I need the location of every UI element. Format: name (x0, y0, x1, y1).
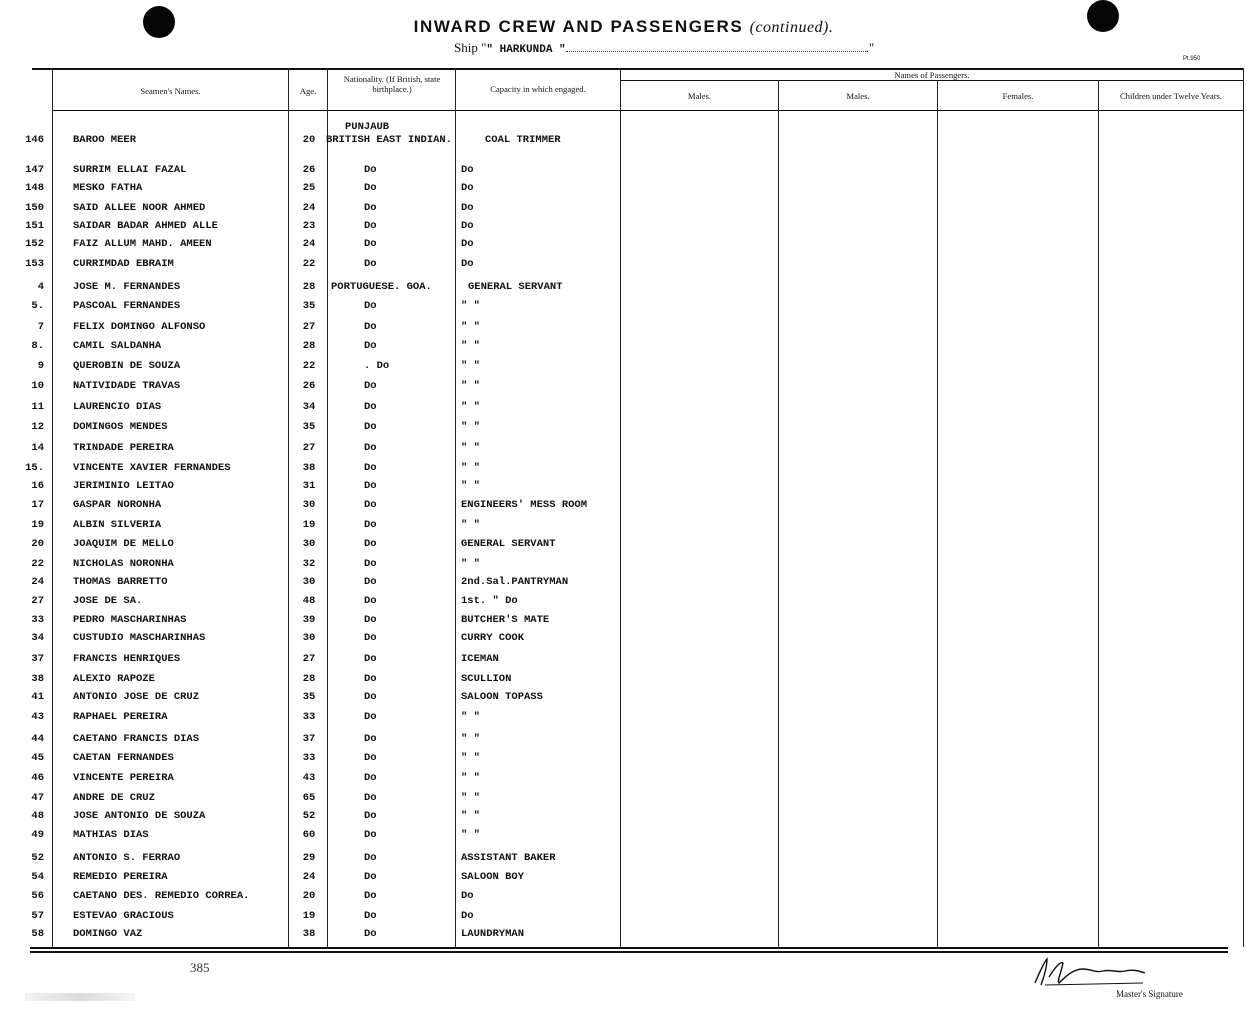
seaman-nationality: Do (364, 928, 377, 940)
seaman-nationality: Do (364, 852, 377, 864)
seaman-name: REMEDIO PEREIRA (73, 871, 168, 883)
seaman-age: 38 (302, 928, 316, 940)
master-signature-icon (1025, 955, 1155, 989)
seaman-nationality: Do (364, 673, 377, 685)
table-row (0, 688, 640, 706)
seaman-capacity: " " (461, 360, 480, 372)
seaman-capacity: " " (461, 380, 480, 392)
row-number: 10 (31, 380, 44, 392)
seaman-age: 35 (302, 421, 316, 433)
table-row (0, 217, 640, 235)
seaman-nationality: Do (364, 632, 377, 644)
seaman-capacity: GENERAL SERVANT (468, 281, 563, 293)
seaman-capacity: 2nd.Sal.PANTRYMAN (461, 576, 569, 588)
seaman-capacity: " " (461, 772, 480, 784)
seaman-name: ANTONIO JOSE DE CRUZ (73, 691, 200, 703)
page-stamp-number: 385 (190, 960, 210, 975)
seaman-name: QUEROBIN DE SOUZA (73, 360, 181, 372)
seaman-name: ALEXIO RAPOZE (73, 673, 155, 685)
seaman-name: THOMAS BARRETTO (73, 576, 168, 588)
seaman-age: 20 (302, 890, 316, 902)
header-males-2: Males. (846, 91, 870, 101)
seaman-capacity: " " (461, 480, 480, 492)
seaman-name: JOSE ANTONIO DE SOUZA (73, 810, 206, 822)
seaman-age: 28 (302, 673, 316, 685)
seaman-capacity: COAL TRIMMER (485, 134, 561, 146)
row-number: 58 (31, 928, 44, 940)
seaman-age: 34 (302, 401, 316, 413)
seaman-age: 27 (302, 321, 316, 333)
table-bottom-rule (30, 947, 1228, 949)
row-number: 9 (37, 360, 44, 372)
seaman-capacity: ICEMAN (461, 653, 499, 665)
table-row (0, 708, 640, 726)
row-number: 24 (31, 576, 44, 588)
seaman-name: MESKO FATHA (73, 182, 143, 194)
seaman-name: CAMIL SALDANHA (73, 340, 162, 352)
seaman-nationality: Do (364, 164, 377, 176)
seaman-age: 32 (302, 558, 316, 570)
seaman-nationality: Do (364, 321, 377, 333)
seaman-nationality: . Do (364, 360, 390, 372)
table-row (0, 161, 640, 179)
table-row (0, 670, 640, 688)
table-row (0, 749, 640, 767)
table-row (0, 297, 640, 315)
header-passengers: Names of Passengers. (894, 70, 970, 80)
seaman-name: NATIVIDADE TRAVAS (73, 380, 181, 392)
seaman-capacity: " " (461, 300, 480, 312)
ship-label: Ship " (454, 40, 487, 55)
seaman-name: GASPAR NORONHA (73, 499, 162, 511)
table-row (0, 868, 640, 886)
passenger-subheader-rule (620, 80, 1244, 81)
seaman-nationality: Do (364, 576, 377, 588)
seaman-name: DOMINGO VAZ (73, 928, 143, 940)
ship-name: " HARKUNDA " (486, 44, 566, 56)
row-number: 47 (31, 792, 44, 804)
seaman-name: DOMINGOS MENDES (73, 421, 168, 433)
row-number: 57 (31, 910, 44, 922)
seaman-age: 52 (302, 810, 316, 822)
seaman-age: 22 (302, 360, 316, 372)
seaman-name: CURRIMDAD EBRAIM (73, 258, 174, 270)
col-rule-9 (1243, 68, 1244, 947)
table-row (0, 398, 640, 416)
table-row (0, 907, 640, 925)
table-row (0, 849, 640, 867)
seaman-age: 28 (302, 340, 316, 352)
row-number: 45 (31, 752, 44, 764)
table-row (0, 199, 640, 217)
seaman-capacity: BUTCHER'S MATE (461, 614, 550, 626)
table-row (0, 255, 640, 273)
seaman-age: 24 (302, 238, 316, 250)
row-number: 49 (31, 829, 44, 841)
row-number: 38 (31, 673, 44, 685)
table-row (0, 418, 640, 436)
row-number: 48 (31, 810, 44, 822)
table-row (0, 887, 640, 905)
seaman-age: 43 (302, 772, 316, 784)
seaman-nationality: Do (364, 558, 377, 570)
seaman-name: FELIX DOMINGO ALFONSO (73, 321, 206, 333)
seaman-nationality: Do (364, 421, 377, 433)
table-row (0, 807, 640, 825)
col-rule-8 (1098, 80, 1099, 947)
row-number: 37 (31, 653, 44, 665)
seaman-nationality: Do (364, 772, 377, 784)
seaman-nationality: Do (364, 220, 377, 232)
seaman-nationality: BRITISH EAST INDIAN. (326, 134, 453, 146)
row-number: 54 (31, 871, 44, 883)
seaman-capacity: " " (461, 401, 480, 413)
seaman-capacity: Do (461, 238, 474, 250)
seaman-capacity: " " (461, 340, 480, 352)
row-number: 56 (31, 890, 44, 902)
seaman-age: 19 (302, 519, 316, 531)
table-row (0, 789, 640, 807)
seaman-age: 27 (302, 653, 316, 665)
seaman-nationality: Do (364, 202, 377, 214)
seaman-name: SAIDAR BADAR AHMED ALLE (73, 220, 218, 232)
seaman-age: 30 (302, 632, 316, 644)
seaman-age: 22 (302, 258, 316, 270)
seaman-nationality: Do (364, 691, 377, 703)
seaman-nationality: Do (364, 733, 377, 745)
seaman-capacity: " " (461, 792, 480, 804)
table-row (0, 573, 640, 591)
row-number: 43 (31, 711, 44, 723)
seaman-age: 24 (302, 871, 316, 883)
seaman-age: 19 (302, 910, 316, 922)
table-row (0, 769, 640, 787)
seaman-age: 30 (302, 499, 316, 511)
seaman-nationality: Do (364, 595, 377, 607)
seaman-age: 39 (302, 614, 316, 626)
seaman-name: JOSE DE SA. (73, 595, 143, 607)
table-row (0, 357, 640, 375)
seaman-nationality: Do (364, 258, 377, 270)
table-row (0, 516, 640, 534)
seaman-nationality: Do (364, 462, 377, 474)
seaman-capacity: " " (461, 752, 480, 764)
row-number: 17 (31, 499, 44, 511)
seaman-name: VINCENTE PEREIRA (73, 772, 174, 784)
seaman-capacity: Do (461, 220, 474, 232)
table-row (0, 592, 640, 610)
table-row (0, 377, 640, 395)
table-row (0, 179, 640, 197)
table-row (0, 337, 640, 355)
seaman-name: JOSE M. FERNANDES (73, 281, 181, 293)
seaman-nationality: Do (364, 480, 377, 492)
ship-close: ." (865, 40, 875, 55)
seaman-capacity: SCULLION (461, 673, 512, 685)
seaman-capacity: " " (461, 733, 480, 745)
seaman-nationality: Do (364, 890, 377, 902)
row-number: 151 (25, 220, 44, 232)
seaman-name: PASCOAL FERNANDES (73, 300, 181, 312)
row-number: 12 (31, 421, 44, 433)
row-number: 11 (31, 401, 44, 413)
row-number: 33 (31, 614, 44, 626)
seaman-age: 29 (302, 852, 316, 864)
table-row (0, 826, 640, 844)
seaman-nationality: Do (364, 519, 377, 531)
seaman-name: SAID ALLEE NOOR AHMED (73, 202, 206, 214)
seaman-nationality: Do (364, 182, 377, 194)
row-number: 7 (37, 321, 44, 333)
row-number: 150 (25, 202, 44, 214)
seaman-name: ALBIN SILVERIA (73, 519, 162, 531)
seaman-nationality: Do (364, 538, 377, 550)
seaman-age: 38 (302, 462, 316, 474)
seaman-capacity: Do (461, 910, 474, 922)
seaman-nationality: Do (364, 752, 377, 764)
seaman-age: 33 (302, 711, 316, 723)
header-bottom-rule (52, 110, 1244, 111)
seaman-capacity: GENERAL SERVANT (461, 538, 556, 550)
seaman-name: JERIMINIO LEITAO (73, 480, 174, 492)
seaman-name: NICHOLAS NORONHA (73, 558, 174, 570)
table-row (0, 650, 640, 668)
seaman-age: 26 (302, 380, 316, 392)
row-number: 147 (25, 164, 44, 176)
seaman-capacity: " " (461, 519, 480, 531)
seaman-capacity: Do (461, 182, 474, 194)
table-row (0, 496, 640, 514)
row-number: 16 (31, 480, 44, 492)
seaman-name: CUSTUDIO MASCHARINHAS (73, 632, 206, 644)
seaman-capacity: Do (461, 258, 474, 270)
seaman-name: TRINDADE PEREIRA (73, 442, 174, 454)
seaman-age: 48 (302, 595, 316, 607)
seaman-name: ANDRE DE CRUZ (73, 792, 155, 804)
seaman-age: 20 (302, 134, 316, 146)
seaman-nationality: Do (364, 653, 377, 665)
seaman-age: 65 (302, 792, 316, 804)
table-row (0, 925, 640, 943)
row-number: 19 (31, 519, 44, 531)
header-capacity: Capacity in which engaged. (490, 84, 586, 94)
seaman-capacity: LAUNDRYMAN (461, 928, 525, 940)
row-number: 34 (31, 632, 44, 644)
seaman-capacity: " " (461, 462, 480, 474)
table-row (0, 235, 640, 253)
row-number: 8. (31, 340, 44, 352)
row-number: 152 (25, 238, 44, 250)
seaman-capacity: " " (461, 711, 480, 723)
table-row (0, 611, 640, 629)
table-row (0, 439, 640, 457)
title-suffix: (continued). (749, 19, 834, 36)
col-rule-6 (778, 80, 779, 947)
seaman-nationality: Do (364, 380, 377, 392)
seaman-age: 60 (302, 829, 316, 841)
seaman-name: LAURENCIO DIAS (73, 401, 162, 413)
row-number: 52 (31, 852, 44, 864)
signature-label: Master's Signature (1116, 989, 1183, 999)
seaman-nationality: Do (364, 910, 377, 922)
seaman-capacity: SALOON TOPASS (461, 691, 543, 703)
seaman-age: 35 (302, 300, 316, 312)
seaman-capacity: 1st. " Do (461, 595, 518, 607)
seaman-nationality: Do (364, 401, 377, 413)
seaman-nationality: Do (364, 614, 377, 626)
seaman-name: CAETANO FRANCIS DIAS (73, 733, 200, 745)
ship-line (454, 40, 874, 56)
seaman-capacity: Do (461, 890, 474, 902)
seaman-nationality: Do (364, 871, 377, 883)
table-row (0, 629, 640, 647)
scan-smudge (25, 993, 135, 1001)
seaman-nationality: Do (364, 810, 377, 822)
seaman-age: 33 (302, 752, 316, 764)
seaman-capacity: " " (461, 829, 480, 841)
seaman-capacity: ASSISTANT BAKER (461, 852, 556, 864)
seaman-name: FAIZ ALLUM MAHD. AMEEN (73, 238, 212, 250)
seaman-capacity: " " (461, 321, 480, 333)
header-seamen-names: Seamen's Names. (140, 86, 201, 96)
form-code: Pt.950 (1183, 56, 1201, 62)
row-number: 4 (37, 281, 44, 293)
row-number: 27 (31, 595, 44, 607)
seaman-capacity: Do (461, 164, 474, 176)
seaman-name: FRANCIS HENRIQUES (73, 653, 181, 665)
table-row (0, 459, 640, 477)
nationality-birthplace-note: PUNJAUB (345, 121, 390, 133)
seaman-capacity: " " (461, 421, 480, 433)
seaman-nationality: Do (364, 238, 377, 250)
row-number: 20 (31, 538, 44, 550)
row-number: 14 (31, 442, 44, 454)
title-main: INWARD CREW AND PASSENGERS (413, 17, 744, 36)
seaman-name: MATHIAS DIAS (73, 829, 149, 841)
table-row (0, 555, 640, 573)
seaman-name: PEDRO MASCHARINHAS (73, 614, 187, 626)
seaman-age: 25 (302, 182, 316, 194)
seaman-name: CAETANO DES. REMEDIO CORREA. (73, 890, 250, 902)
row-number: 22 (31, 558, 44, 570)
seaman-capacity: Do (461, 202, 474, 214)
table-row (0, 477, 640, 495)
seaman-nationality: Do (364, 340, 377, 352)
table-bottom-rule-double (30, 951, 1228, 953)
row-number: 146 (25, 134, 44, 146)
seaman-nationality: Do (364, 442, 377, 454)
seaman-name: SURRIM ELLAI FAZAL (73, 164, 187, 176)
seaman-name: JOAQUIM DE MELLO (73, 538, 174, 550)
seaman-age: 30 (302, 538, 316, 550)
seaman-capacity: CURRY COOK (461, 632, 525, 644)
row-number: 153 (25, 258, 44, 270)
seaman-capacity: ENGINEERS' MESS ROOM (461, 499, 588, 511)
seaman-capacity: " " (461, 810, 480, 822)
seaman-age: 28 (302, 281, 316, 293)
header-nationality: Nationality. (If British, state birthplace.) (343, 74, 441, 94)
header-males-1: Males. (687, 91, 712, 101)
seaman-name: RAPHAEL PEREIRA (73, 711, 168, 723)
row-number: 41 (31, 691, 44, 703)
table-row (0, 131, 640, 149)
table-row (0, 730, 640, 748)
seaman-nationality: PORTUGUESE. GOA. (331, 281, 432, 293)
seaman-name: CAETAN FERNANDES (73, 752, 174, 764)
row-number: 148 (25, 182, 44, 194)
seaman-nationality: Do (364, 792, 377, 804)
seaman-age: 30 (302, 576, 316, 588)
seaman-name: ANTONIO S. FERRAO (73, 852, 181, 864)
seaman-nationality: Do (364, 499, 377, 511)
col-rule-7 (937, 80, 938, 947)
header-age: Age. (299, 86, 317, 96)
row-number: 5. (31, 300, 44, 312)
seaman-nationality: Do (364, 300, 377, 312)
page-title (0, 17, 1247, 37)
row-number: 46 (31, 772, 44, 784)
seaman-name: VINCENTE XAVIER FERNANDES (73, 462, 231, 474)
table-row (0, 535, 640, 553)
seaman-capacity: " " (461, 558, 480, 570)
seaman-age: 27 (302, 442, 316, 454)
seaman-capacity: SALOON BOY (461, 871, 525, 883)
ship-dotted-line (566, 51, 866, 52)
seaman-age: 37 (302, 733, 316, 745)
seaman-nationality: Do (364, 711, 377, 723)
row-number: 15. (25, 462, 44, 474)
table-row (0, 318, 640, 336)
seaman-age: 35 (302, 691, 316, 703)
seaman-age: 31 (302, 480, 316, 492)
header-children: Children under Twelve Years. (1119, 91, 1223, 101)
seaman-nationality: Do (364, 829, 377, 841)
seaman-capacity: " " (461, 442, 480, 454)
table-row (0, 278, 640, 296)
header-females: Females. (1002, 91, 1034, 101)
seaman-name: BAROO MEER (73, 134, 137, 146)
seaman-age: 24 (302, 202, 316, 214)
row-number: 44 (31, 733, 44, 745)
seaman-age: 23 (302, 220, 316, 232)
seaman-age: 26 (302, 164, 316, 176)
seaman-name: ESTEVAO GRACIOUS (73, 910, 174, 922)
